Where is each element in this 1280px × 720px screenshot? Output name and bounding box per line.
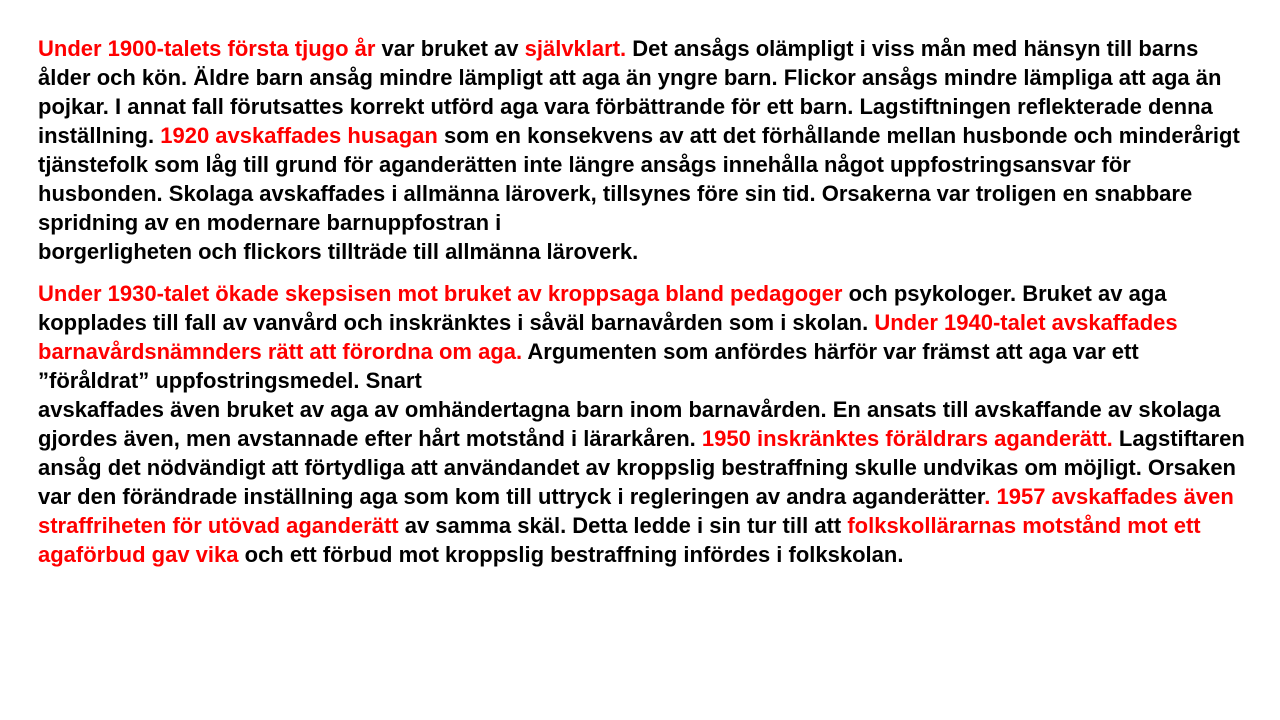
highlight-1940s-childcare-boards: Under 1940-talet avskaffades barnavårdsnämnders rätt att förordna om aga.	[38, 310, 1178, 364]
highlight-1930s-skepticism: Under 1930-talet ökade skepsisen mot bruket av kroppsaga bland pedagoger	[38, 281, 843, 306]
highlight-1920-husaga-abolished: 1920 avskaffades husagan	[160, 123, 438, 148]
highlight-teachers-resistance: folkskollärarnas motstånd mot ett agaförbud gav vika	[38, 513, 1201, 567]
text-segment: var bruket av	[375, 36, 525, 61]
highlight-self-evident: självklart.	[524, 36, 627, 61]
paragraph-1900s	[38, 34, 1248, 266]
text-segment: och psykologer. Bruket av aga kopplades till fall av vanvård och inskränktes i såväl barnavården som i skolan.	[38, 281, 1167, 335]
text-segment: Lagstiftaren ansåg det nödvändigt att förtydliga att användandet av kroppslig bestraffning skulle undvikas om möjligt. Orsaken var den förändrade inställning aga som kom till uttryck i regleringen av andra aganderätter	[38, 426, 1245, 509]
paragraph-1930s-1950s	[38, 279, 1248, 569]
highlight-1957-impunity-abolished: . 1957 avskaffades även straffriheten för utövad aganderätt	[38, 484, 1234, 538]
highlight-1900s-first-twenty-years: Under 1900-talets första tjugo år	[38, 36, 376, 61]
text-segment: av samma skäl. Detta ledde i sin tur till att	[398, 513, 848, 538]
text-segment: som en konsekvens av att det förhållande mellan husbonde och minderårigt tjänstefolk som låg till grund för aganderätten inte längre ansågs innehålla något uppfostringsansvar för husbonden. Skolaga avskaffades i allmänna läroverk, tillsynes före sin tid. Orsakerna var troligen en snabbare spridning av en modernare barnuppfostran i	[38, 123, 1240, 235]
text-segment: och ett förbud mot kroppslig bestraffning infördes i folkskolan.	[238, 542, 904, 567]
highlight-1950-parental-rights: 1950 inskränktes föräldrars aganderätt.	[701, 426, 1113, 451]
slide-text-body	[38, 34, 1248, 569]
text-segment: Argumenten som anfördes härför var främst att aga var ett ”föråldrat” uppfostringsmedel. Snart	[38, 339, 1139, 393]
text-segment: borgerligheten och flickors tillträde till allmänna läroverk.	[38, 239, 639, 264]
text-segment: avskaffades även bruket av aga av omhändertagna barn inom barnavården. En ansats till avskaffande av skolaga gjordes även, men avstannade efter hårt motstånd i lärarkåren.	[38, 397, 1221, 451]
text-segment: Det ansågs olämpligt i viss mån med hänsyn till barns ålder och kön. Äldre barn ansåg mindre lämpligt att aga än yngre barn. Flickor ansågs mindre lämpliga att aga än pojkar. I annat fall förutsattes korrekt utförd aga vara förbättrande för ett barn. Lagstiftningen reflekterade denna inställning.	[38, 36, 1222, 148]
